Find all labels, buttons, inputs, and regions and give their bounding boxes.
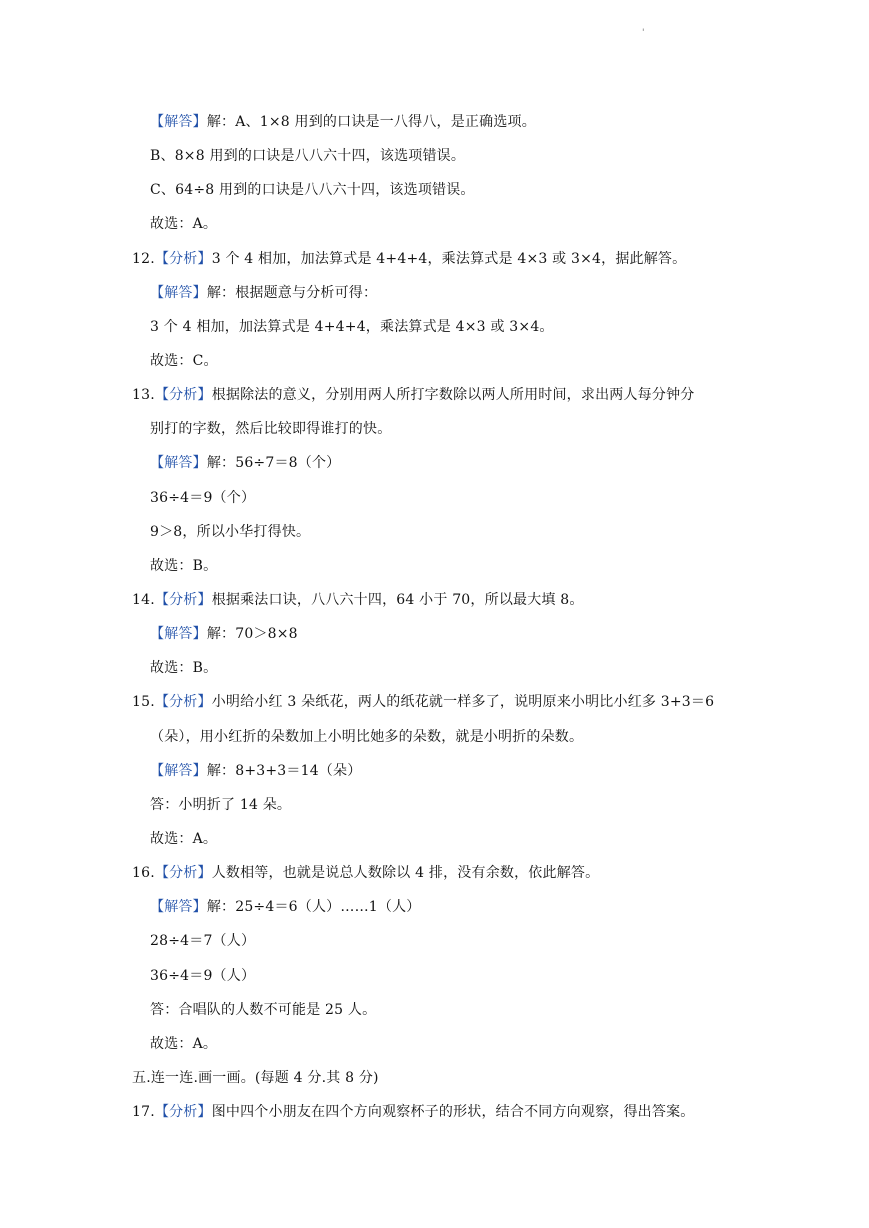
line-text: C、64÷8 用到的口诀是八八六十四，该选项错误。 — [150, 182, 475, 199]
text-line — [0, 654, 869, 688]
text-line — [0, 859, 869, 893]
line-text: 36÷4＝9（人） — [150, 967, 256, 984]
text-line — [0, 347, 869, 381]
line-text: 人数相等，也就是说总人数除以 4 排，没有余数，依此解答。 — [211, 865, 600, 882]
answer-tag: 【分析】 — [154, 694, 212, 711]
text-line — [0, 723, 869, 757]
answer-tag: 【分析】 — [154, 250, 212, 267]
line-text: 解：25÷4＝6（人）……1（人） — [206, 899, 421, 916]
text-line — [0, 791, 869, 825]
line-text: 图中四个小朋友在四个方向观察杯子的形状，结合不同方向观察，得出答案。 — [211, 1104, 695, 1121]
text-line — [0, 962, 869, 996]
page-mark: ' — [642, 28, 645, 38]
line-text: 答：小明折了 14 朵。 — [150, 796, 292, 813]
line-text: 故选：B。 — [150, 660, 218, 677]
text-line — [0, 1098, 869, 1132]
answer-tag: 【解答】 — [150, 762, 207, 779]
text-line — [0, 825, 869, 859]
text-line — [0, 415, 869, 449]
question-number: 12. — [132, 250, 155, 267]
line-text: 故选：C。 — [150, 352, 218, 369]
line-text: 小明给小红 3 朵纸花，两人的纸花就一样多了，说明原来小明比小红多 3+3＝6 — [211, 694, 715, 711]
text-line — [0, 552, 869, 586]
text-line — [0, 108, 869, 142]
text-line — [0, 176, 869, 210]
text-line — [0, 1064, 869, 1098]
line-text: 故选：B。 — [150, 557, 218, 574]
line-text: 解：A、1×8 用到的口诀是一八得八，是正确选项。 — [206, 114, 536, 130]
text-line — [0, 757, 869, 791]
line-text: 故选：A。 — [150, 1035, 218, 1052]
line-text: B、8×8 用到的口诀是八八六十四，该选项错误。 — [150, 148, 466, 165]
text-line — [0, 893, 869, 927]
answer-tag: 【解答】 — [150, 455, 207, 472]
line-text: 解：根据题意与分析可得： — [206, 284, 378, 301]
question-number: 15. — [132, 694, 155, 711]
line-text: 解：8+3+3＝14（朵） — [206, 762, 362, 779]
question-number: 16. — [132, 865, 155, 882]
line-text: 五.连一连.画一画。(每题 4 分.其 8 分) — [132, 1069, 379, 1086]
text-line — [0, 996, 869, 1030]
text-line — [0, 484, 869, 518]
line-text: 28÷4＝7（人） — [150, 933, 256, 950]
text-line — [0, 927, 869, 961]
line-text: 9＞8，所以小华打得快。 — [150, 523, 311, 540]
text-line — [0, 279, 869, 313]
answer-tag: 【分析】 — [154, 591, 212, 608]
text-line — [0, 1030, 869, 1064]
line-text: 故选：A。 — [150, 830, 218, 847]
text-line — [0, 210, 869, 244]
answer-tag: 【解答】 — [150, 284, 207, 301]
answer-tag: 【分析】 — [154, 1104, 212, 1121]
answer-tag: 【分析】 — [154, 865, 212, 882]
text-line — [0, 449, 869, 483]
line-text: 根据乘法口诀，八八六十四，64 小于 70，所以最大填 8。 — [211, 591, 584, 608]
answer-tag: 【解答】 — [150, 626, 207, 643]
line-text: 解：70＞8×8 — [206, 626, 298, 643]
text-line — [0, 518, 869, 552]
text-line — [0, 688, 869, 722]
line-text: 故选：A。 — [150, 216, 218, 233]
text-line — [0, 620, 869, 654]
question-number: 13. — [132, 387, 155, 404]
text-line — [0, 313, 869, 347]
line-text: 36÷4＝9（个） — [150, 489, 256, 506]
text-line — [0, 586, 869, 620]
text-line — [0, 142, 869, 176]
line-text: 解：56÷7＝8（个） — [206, 455, 341, 472]
line-text: 根据除法的意义，分别用两人所打字数除以两人所用时间，求出两人每分钟分 — [211, 387, 695, 404]
answer-tag: 【分析】 — [154, 387, 212, 404]
answer-tag: 【解答】 — [150, 114, 207, 130]
line-text: 别打的字数，然后比较即得谁打的快。 — [150, 421, 392, 438]
line-text: 3 个 4 相加，加法算式是 4+4+4，乘法算式是 4×3 或 3×4，据此解答。 — [211, 250, 687, 267]
document-body — [0, 108, 869, 1132]
text-line — [0, 381, 869, 415]
line-text: （朵），用小红折的朵数加上小明比她多的朵数，就是小明折的朵数。 — [150, 728, 584, 745]
line-text: 答：合唱队的人数不可能是 25 人。 — [150, 1001, 377, 1018]
question-number: 17. — [132, 1104, 155, 1121]
answer-tag: 【解答】 — [150, 899, 207, 916]
line-text: 3 个 4 相加，加法算式是 4+4+4，乘法算式是 4×3 或 3×4。 — [150, 318, 554, 335]
question-number: 14. — [132, 591, 155, 608]
text-line — [0, 245, 869, 279]
